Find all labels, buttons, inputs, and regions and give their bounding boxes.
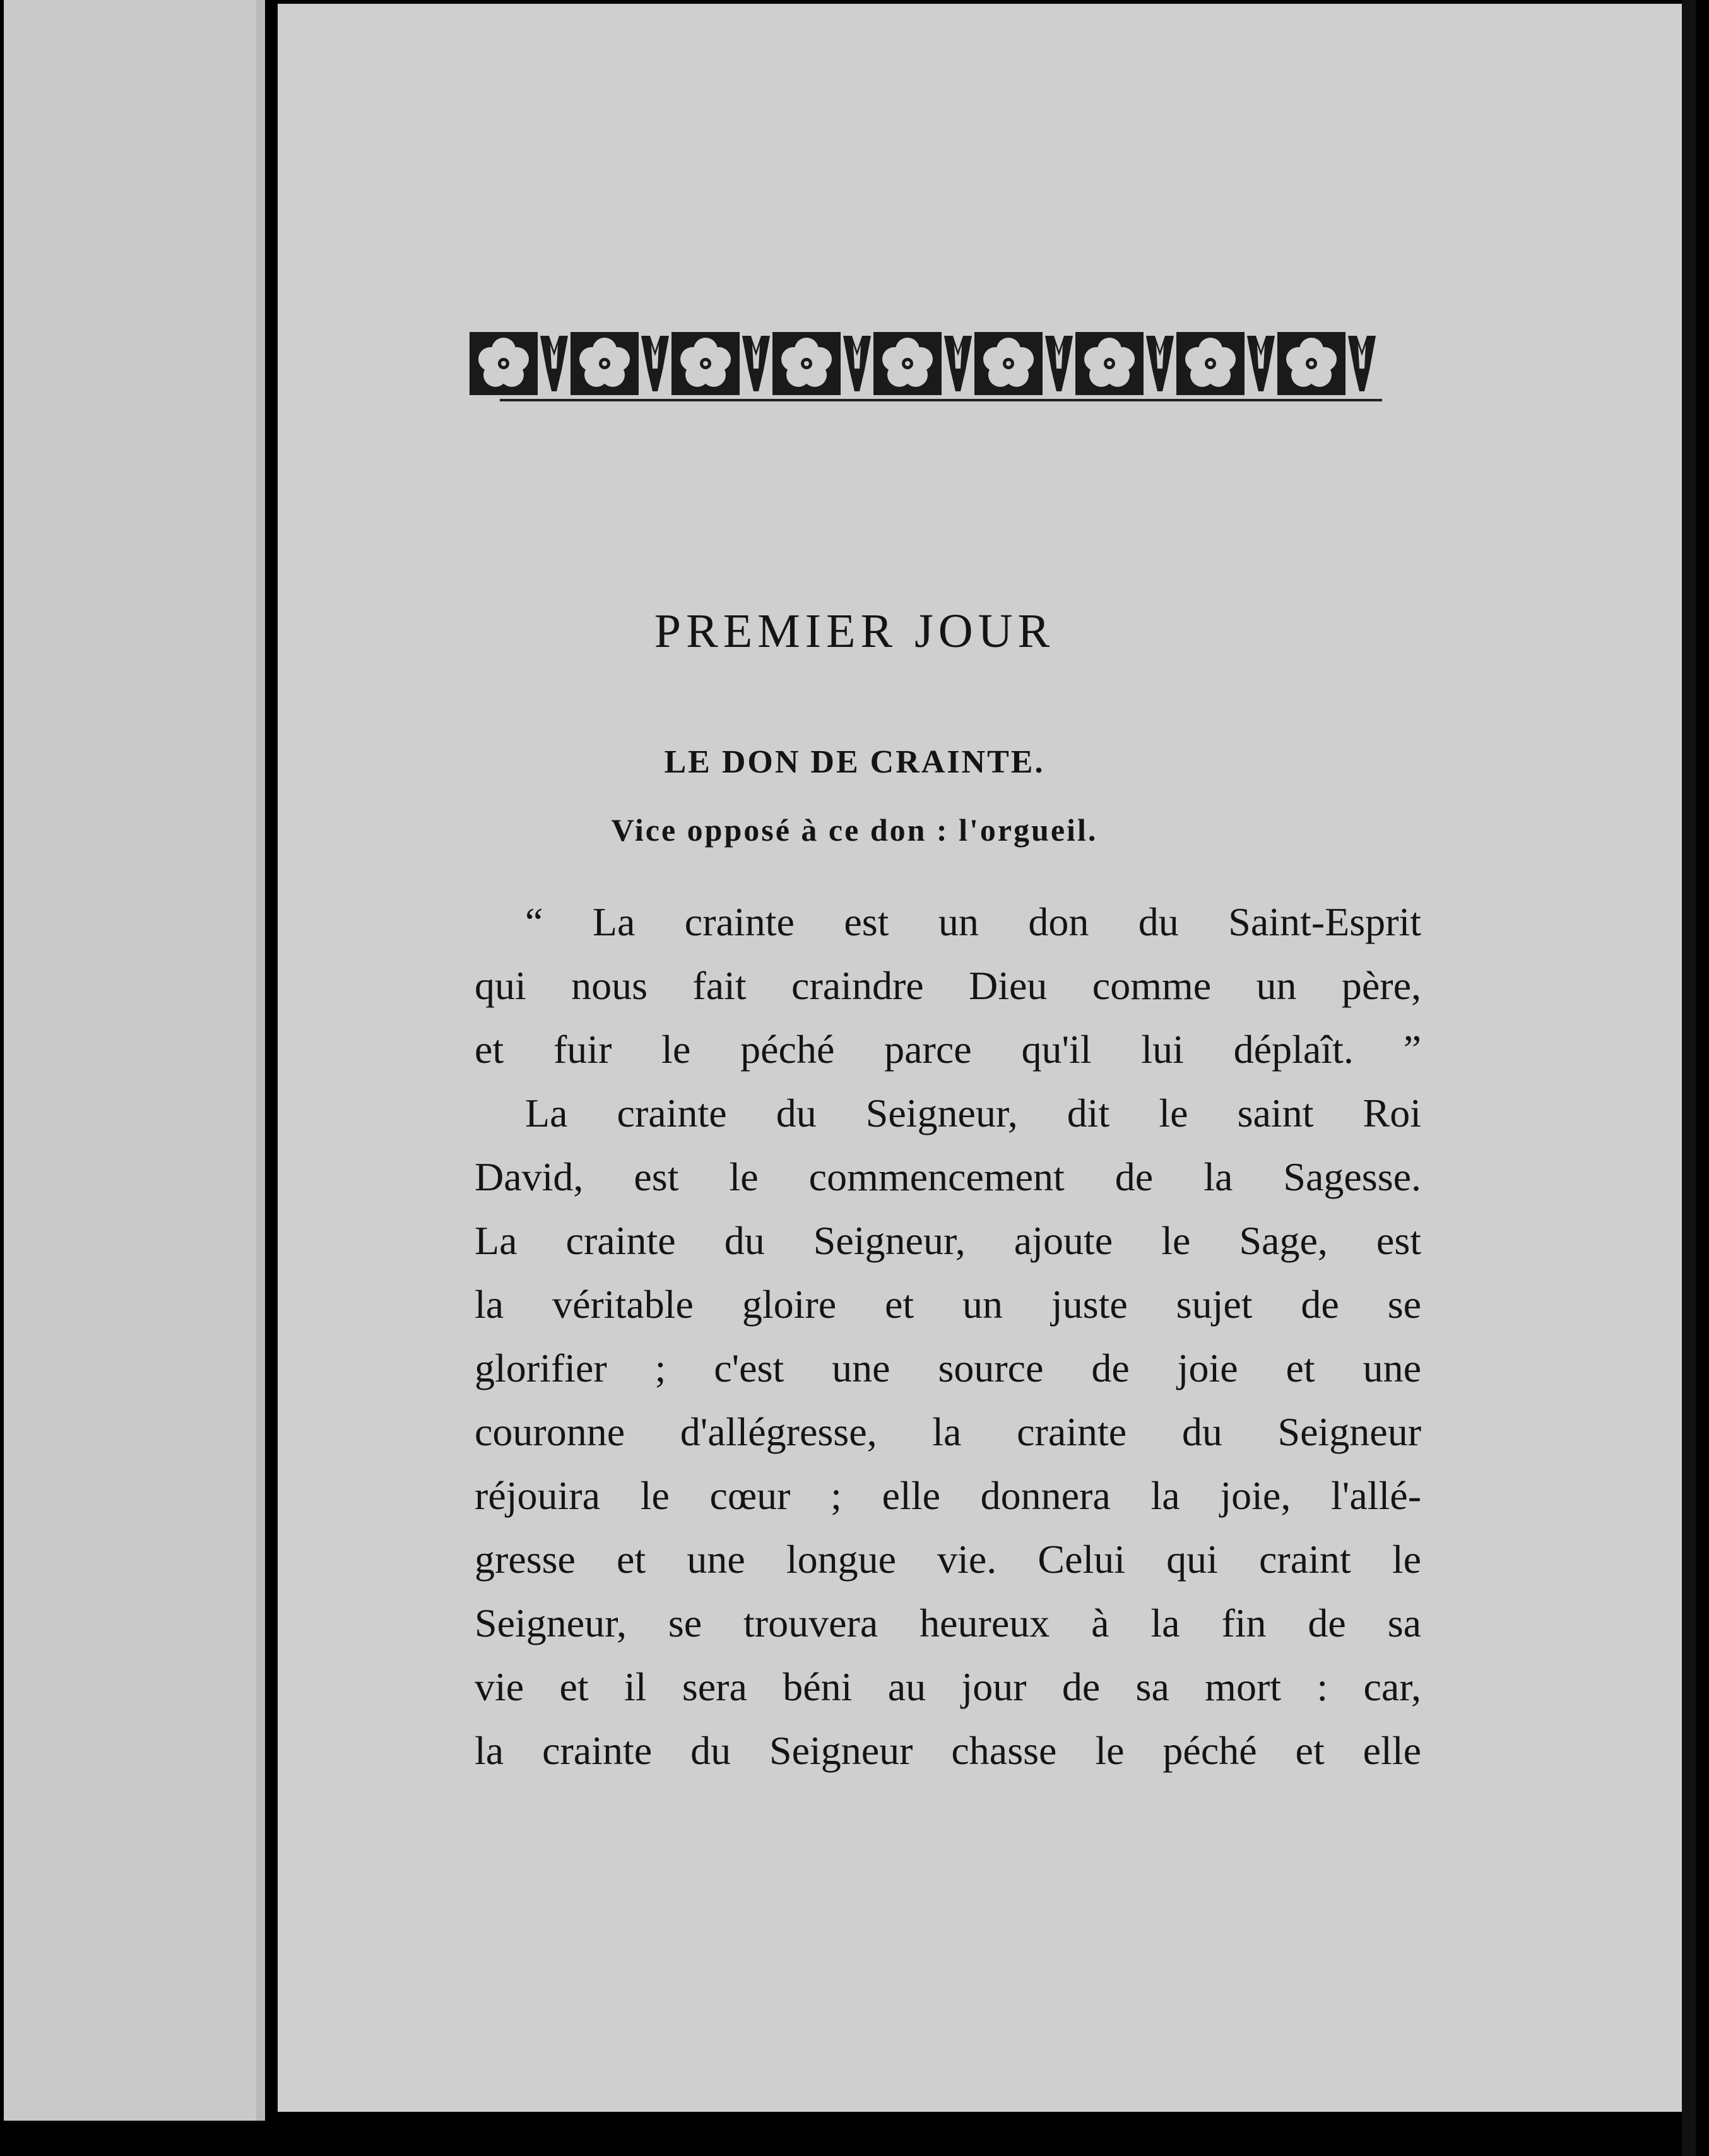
body-text — [475, 890, 1421, 1782]
scan-border — [1682, 0, 1696, 2156]
text-line: Seigneur, se trouvera heureux à la fin de sa — [475, 1601, 1421, 1645]
book-spine — [256, 0, 265, 2121]
floral-band-ornament-icon — [467, 327, 1401, 400]
section-heading: LE DON DE CRAINTE. — [664, 744, 1045, 780]
text-line: et fuir le péché parce qu'il lui déplaît. ” — [475, 1027, 1421, 1072]
text-line: couronne d'allégresse, la crainte du Seigneur — [475, 1409, 1421, 1454]
section-subheading: Vice opposé à ce don : l'orgueil. — [611, 812, 1098, 848]
text-line: qui nous fait craindre Dieu comme un père, — [475, 963, 1421, 1008]
text-line: David, est le commencement de la Sagesse. — [475, 1154, 1421, 1199]
ornament-rule — [500, 399, 1382, 401]
text-line: La crainte du Seigneur, ajoute le Sage, est — [475, 1218, 1421, 1263]
text-line: vie et il sera béni au jour de sa mort : car, — [475, 1664, 1421, 1709]
facing-page-edge — [4, 0, 256, 2121]
text-line: la véritable gloire et un juste sujet de se — [475, 1282, 1421, 1327]
text-line: gresse et une longue vie. Celui qui craint le — [475, 1537, 1421, 1582]
chapter-title: PREMIER JOUR — [654, 605, 1055, 658]
text-line: “ La crainte est un don du Saint-Esprit — [525, 899, 1421, 944]
text-line: La crainte du Seigneur, dit le saint Roi — [525, 1091, 1421, 1135]
text-line: réjouira le cœur ; elle donnera la joie, l'allé- — [475, 1473, 1421, 1518]
text-line: glorifier ; c'est une source de joie et une — [475, 1346, 1421, 1390]
text-line: la crainte du Seigneur chasse le péché et elle — [475, 1728, 1421, 1773]
